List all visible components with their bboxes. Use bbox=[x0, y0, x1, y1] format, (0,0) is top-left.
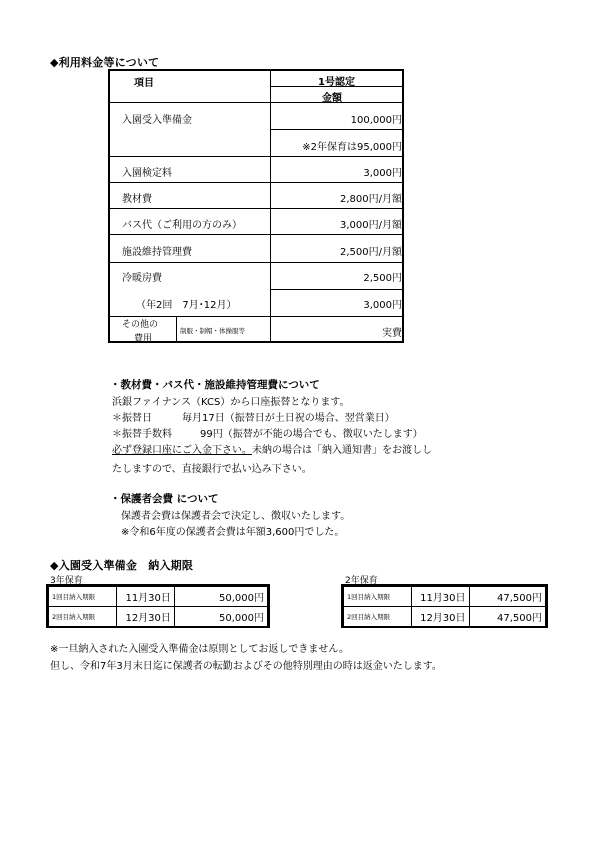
deadline-note-1: ※一旦納入された入園受入準備金は原則としてお返しできません。 bbox=[50, 644, 349, 655]
fee-value-other: 実費 bbox=[382, 328, 402, 339]
due-date: 11月30日 bbox=[411, 587, 469, 607]
transfer-line-4 bbox=[112, 441, 432, 456]
due-label: 1回目納入期限 bbox=[344, 587, 412, 607]
transfer-fee-value: 99円（振替が不能の場合でも、徴収いたします） bbox=[200, 429, 423, 440]
due-label: 2回目納入期限 bbox=[49, 607, 117, 627]
fee-value-facility: 2,500円/月額 bbox=[340, 247, 402, 258]
fee-label-exam: 入園検定料 bbox=[122, 168, 172, 179]
fee-label-aircon-schedule: （年2回 7月･12月） bbox=[136, 300, 237, 311]
transfer-fee-label: ＊振替手数料 bbox=[112, 429, 172, 440]
fee-label-other-1: その他の bbox=[122, 320, 159, 330]
fee-label-entrance-prep: 入園受入準備金 bbox=[122, 115, 192, 126]
fee-value-aircon-2: 3,000円 bbox=[363, 300, 402, 311]
three-year-caption: 3年保育 bbox=[50, 576, 83, 586]
deadline-note-2: 但し、令和7年3月末日迄に保護者の転勤およびその他特別理由の時は返金いたします。 bbox=[50, 661, 442, 672]
pta-section-title: ・保護者会費 について bbox=[110, 493, 219, 505]
due-label: 1回目納入期限 bbox=[49, 587, 117, 607]
fee-label-materials: 教材費 bbox=[122, 194, 152, 205]
table-divider bbox=[110, 262, 404, 263]
pta-line-2: ※令和6年度の保護者会費は年額3,600円でした。 bbox=[121, 527, 345, 538]
header-item: 項目 bbox=[134, 78, 154, 89]
table-row bbox=[344, 587, 546, 607]
due-date: 11月30日 bbox=[117, 587, 175, 607]
table-divider bbox=[176, 316, 177, 343]
fee-value-exam: 3,000円 bbox=[363, 168, 402, 179]
fee-label-other-2: 費用 bbox=[134, 334, 153, 344]
transfer-notice-rest: 未納の場合は「納入通知書」をお渡しし bbox=[252, 445, 432, 456]
due-date: 12月30日 bbox=[117, 607, 175, 627]
table-row bbox=[344, 607, 546, 627]
table-divider bbox=[110, 102, 404, 103]
transfer-line-1: 浜銀ファイナンス（KCS）から口座振替となります。 bbox=[112, 397, 350, 408]
transfer-section-title: ・教材費・バス代・施設維持管理費について bbox=[110, 379, 320, 391]
table-row bbox=[49, 607, 268, 627]
two-year-caption: 2年保育 bbox=[345, 576, 378, 586]
fee-value-bus: 3,000円/月額 bbox=[340, 220, 402, 231]
due-label: 2回目納入期限 bbox=[344, 607, 412, 627]
table-divider bbox=[270, 289, 404, 290]
transfer-notice-underlined: 必ず登録口座にご入金下さい。 bbox=[112, 445, 252, 456]
pta-line-1: 保護者会費は保護者会で決定し、徴収いたします。 bbox=[121, 511, 351, 522]
fees-table bbox=[108, 69, 404, 343]
fee-label-facility: 施設維持管理費 bbox=[122, 247, 192, 258]
header-cert: 1号認定 bbox=[318, 77, 355, 88]
table-divider bbox=[110, 234, 404, 235]
fee-value-entrance-prep: 100,000円 bbox=[350, 115, 402, 126]
table-row bbox=[49, 587, 268, 607]
due-amount: 47,500円 bbox=[469, 607, 545, 627]
deadline-section-title: ◆入園受入準備金 納入期限 bbox=[50, 559, 194, 572]
table-divider bbox=[110, 208, 404, 209]
table-divider bbox=[110, 182, 404, 183]
fee-label-bus: バス代（ご利用の方のみ） bbox=[122, 220, 242, 231]
table-divider bbox=[270, 129, 404, 130]
table-divider bbox=[110, 156, 404, 157]
fee-other-detail: 制服・制帽・体操服等 bbox=[180, 327, 245, 335]
three-year-table bbox=[46, 584, 270, 628]
two-year-table bbox=[341, 584, 548, 628]
transfer-date-label: ＊振替日 bbox=[112, 413, 152, 424]
due-date: 12月30日 bbox=[411, 607, 469, 627]
fees-section-title: ◆利用料金等について bbox=[50, 56, 160, 69]
fee-label-aircon: 冷暖房費 bbox=[122, 273, 162, 284]
header-amount: 金額 bbox=[322, 93, 342, 104]
fee-value-aircon-1: 2,500円 bbox=[363, 273, 402, 284]
due-amount: 50,000円 bbox=[174, 587, 267, 607]
fee-value-materials: 2,800円/月額 bbox=[340, 194, 402, 205]
due-amount: 47,500円 bbox=[469, 587, 545, 607]
transfer-date-value: 毎月17日（振替日が土日祝の場合、翌営業日） bbox=[182, 413, 395, 424]
fee-value-two-year-note: ※2年保育は95,000円 bbox=[302, 142, 402, 153]
transfer-line-5: たしますので、直接銀行で払い込み下さい。 bbox=[112, 464, 312, 475]
due-amount: 50,000円 bbox=[174, 607, 267, 627]
